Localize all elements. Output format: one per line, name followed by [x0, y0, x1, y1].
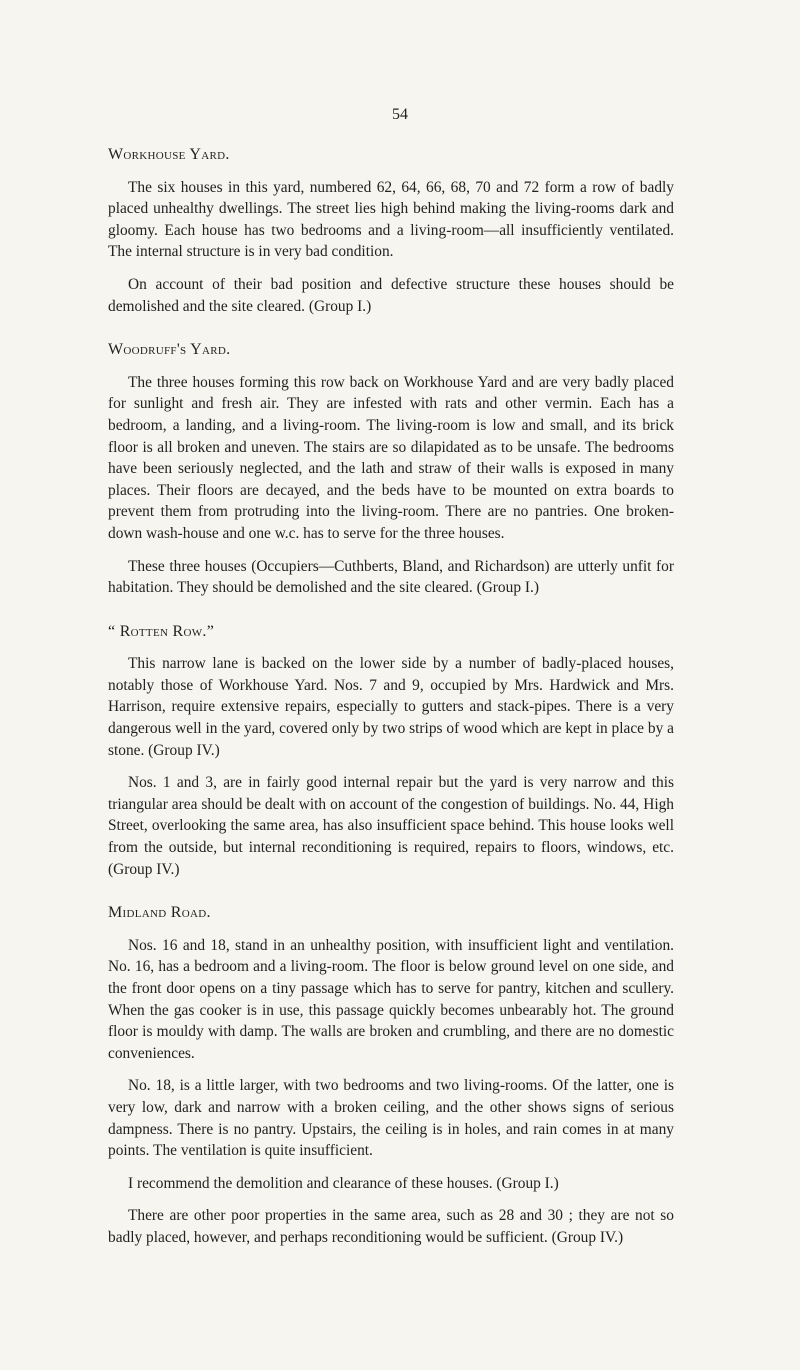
paragraph: On account of their bad position and defective structure these houses should be demolished and the site cleared. (Group I.)	[108, 275, 674, 315]
report-body	[108, 144, 674, 1271]
paragraph: There are other poor properties in the same area, such as 28 and 30 ; they are not so badly placed, however, and perhaps reconditioning would be sufficient. (Group IV.)	[108, 1207, 674, 1246]
paragraph: Nos. 1 and 3, are in fairly good internal repair but the yard is very narrow and this triangular area should be dealt with on account of the congestion of buildings. No. 44, High Street, overlooking the same area, has also insufficient space behind. This house looks well from the outside, but internal reconditioning is required, repairs to floors, windows, etc. (Group IV.)	[108, 774, 674, 878]
paragraph: The six houses in this yard, numbered 62, 64, 66, 68, 70 and 72 form a row of badly placed unhealthy dwellings. The street lies high behind making the living-rooms dark and gloomy. Each house has two bedrooms and a living-room—all insufficiently ventilated. The internal structure is in very bad condition.	[108, 178, 674, 261]
paragraph: I recommend the demolition and clearance of these houses. (Group I.)	[128, 1174, 559, 1192]
section-midland-road	[108, 902, 674, 1248]
section-heading: Workhouse Yard.	[108, 146, 230, 163]
paragraph: No. 18, is a little larger, with two bedrooms and two living-rooms. Of the latter, one is very low, dark and narrow with a broken ceiling, and the other shows signs of serious dampness. There is no pantry. Upstairs, the ceiling is in holes, and rain comes in at many points. The ventilation is quite insufficient.	[108, 1077, 674, 1160]
paragraph: These three houses (Occupiers—Cuthberts, Bland, and Richardson) are utterly unfit for habitation. They should be demolished and the site cleared. (Group I.)	[108, 557, 674, 597]
section-rotten-row	[108, 621, 674, 881]
paragraph: The three houses forming this row back on Workhouse Yard and are very badly placed for sunlight and fresh air. They are infested with rats and other vermin. Each has a bedroom, a landing, and a living-room. The living-room is low and small, and its brick floor is all broken and uneven. The stairs are so dilapidated as to be unsafe. The bedrooms have been seriously neglected, and the lath and straw of their walls is exposed in many places. Their floors are decayed, and the beds have to be mounted on extra boards to prevent them from protruding into the living-room. There are no pantries. One broken-down wash-house and one w.c. has to serve for the three houses.	[108, 373, 674, 542]
section-heading: “ Rotten Row.”	[108, 622, 215, 640]
paragraph: This narrow lane is backed on the lower side by a number of badly-placed houses, notably those of Workhouse Yard. Nos. 7 and 9, occupied by Mrs. Hardwick and Mrs. Harrison, require extensive repairs, especially to gutters and stack-pipes. There is a very dangerous well in the yard, covered only by two strips of wood which are kept in place by a stone. (Group IV.)	[108, 655, 674, 759]
section-workhouse-yard	[108, 144, 674, 317]
section-heading: Midland Road.	[108, 904, 211, 922]
section-heading: Woodruff's Yard.	[108, 341, 231, 359]
paragraph: Nos. 16 and 18, stand in an unhealthy position, with insufficient light and ventilation. No. 16, has a bedroom and a living-room. The floor is below ground level on one side, and the front door opens on a tiny passage which has to serve for pantry, kitchen and scullery. When the gas cooker is in use, this passage quickly becomes unbearably hot. The ground floor is mouldy with damp. The walls are broken and crumbling, and there are no domestic conveniences.	[108, 936, 674, 1062]
section-woodruffs-yard	[108, 339, 674, 599]
page-number: 54	[392, 106, 408, 123]
